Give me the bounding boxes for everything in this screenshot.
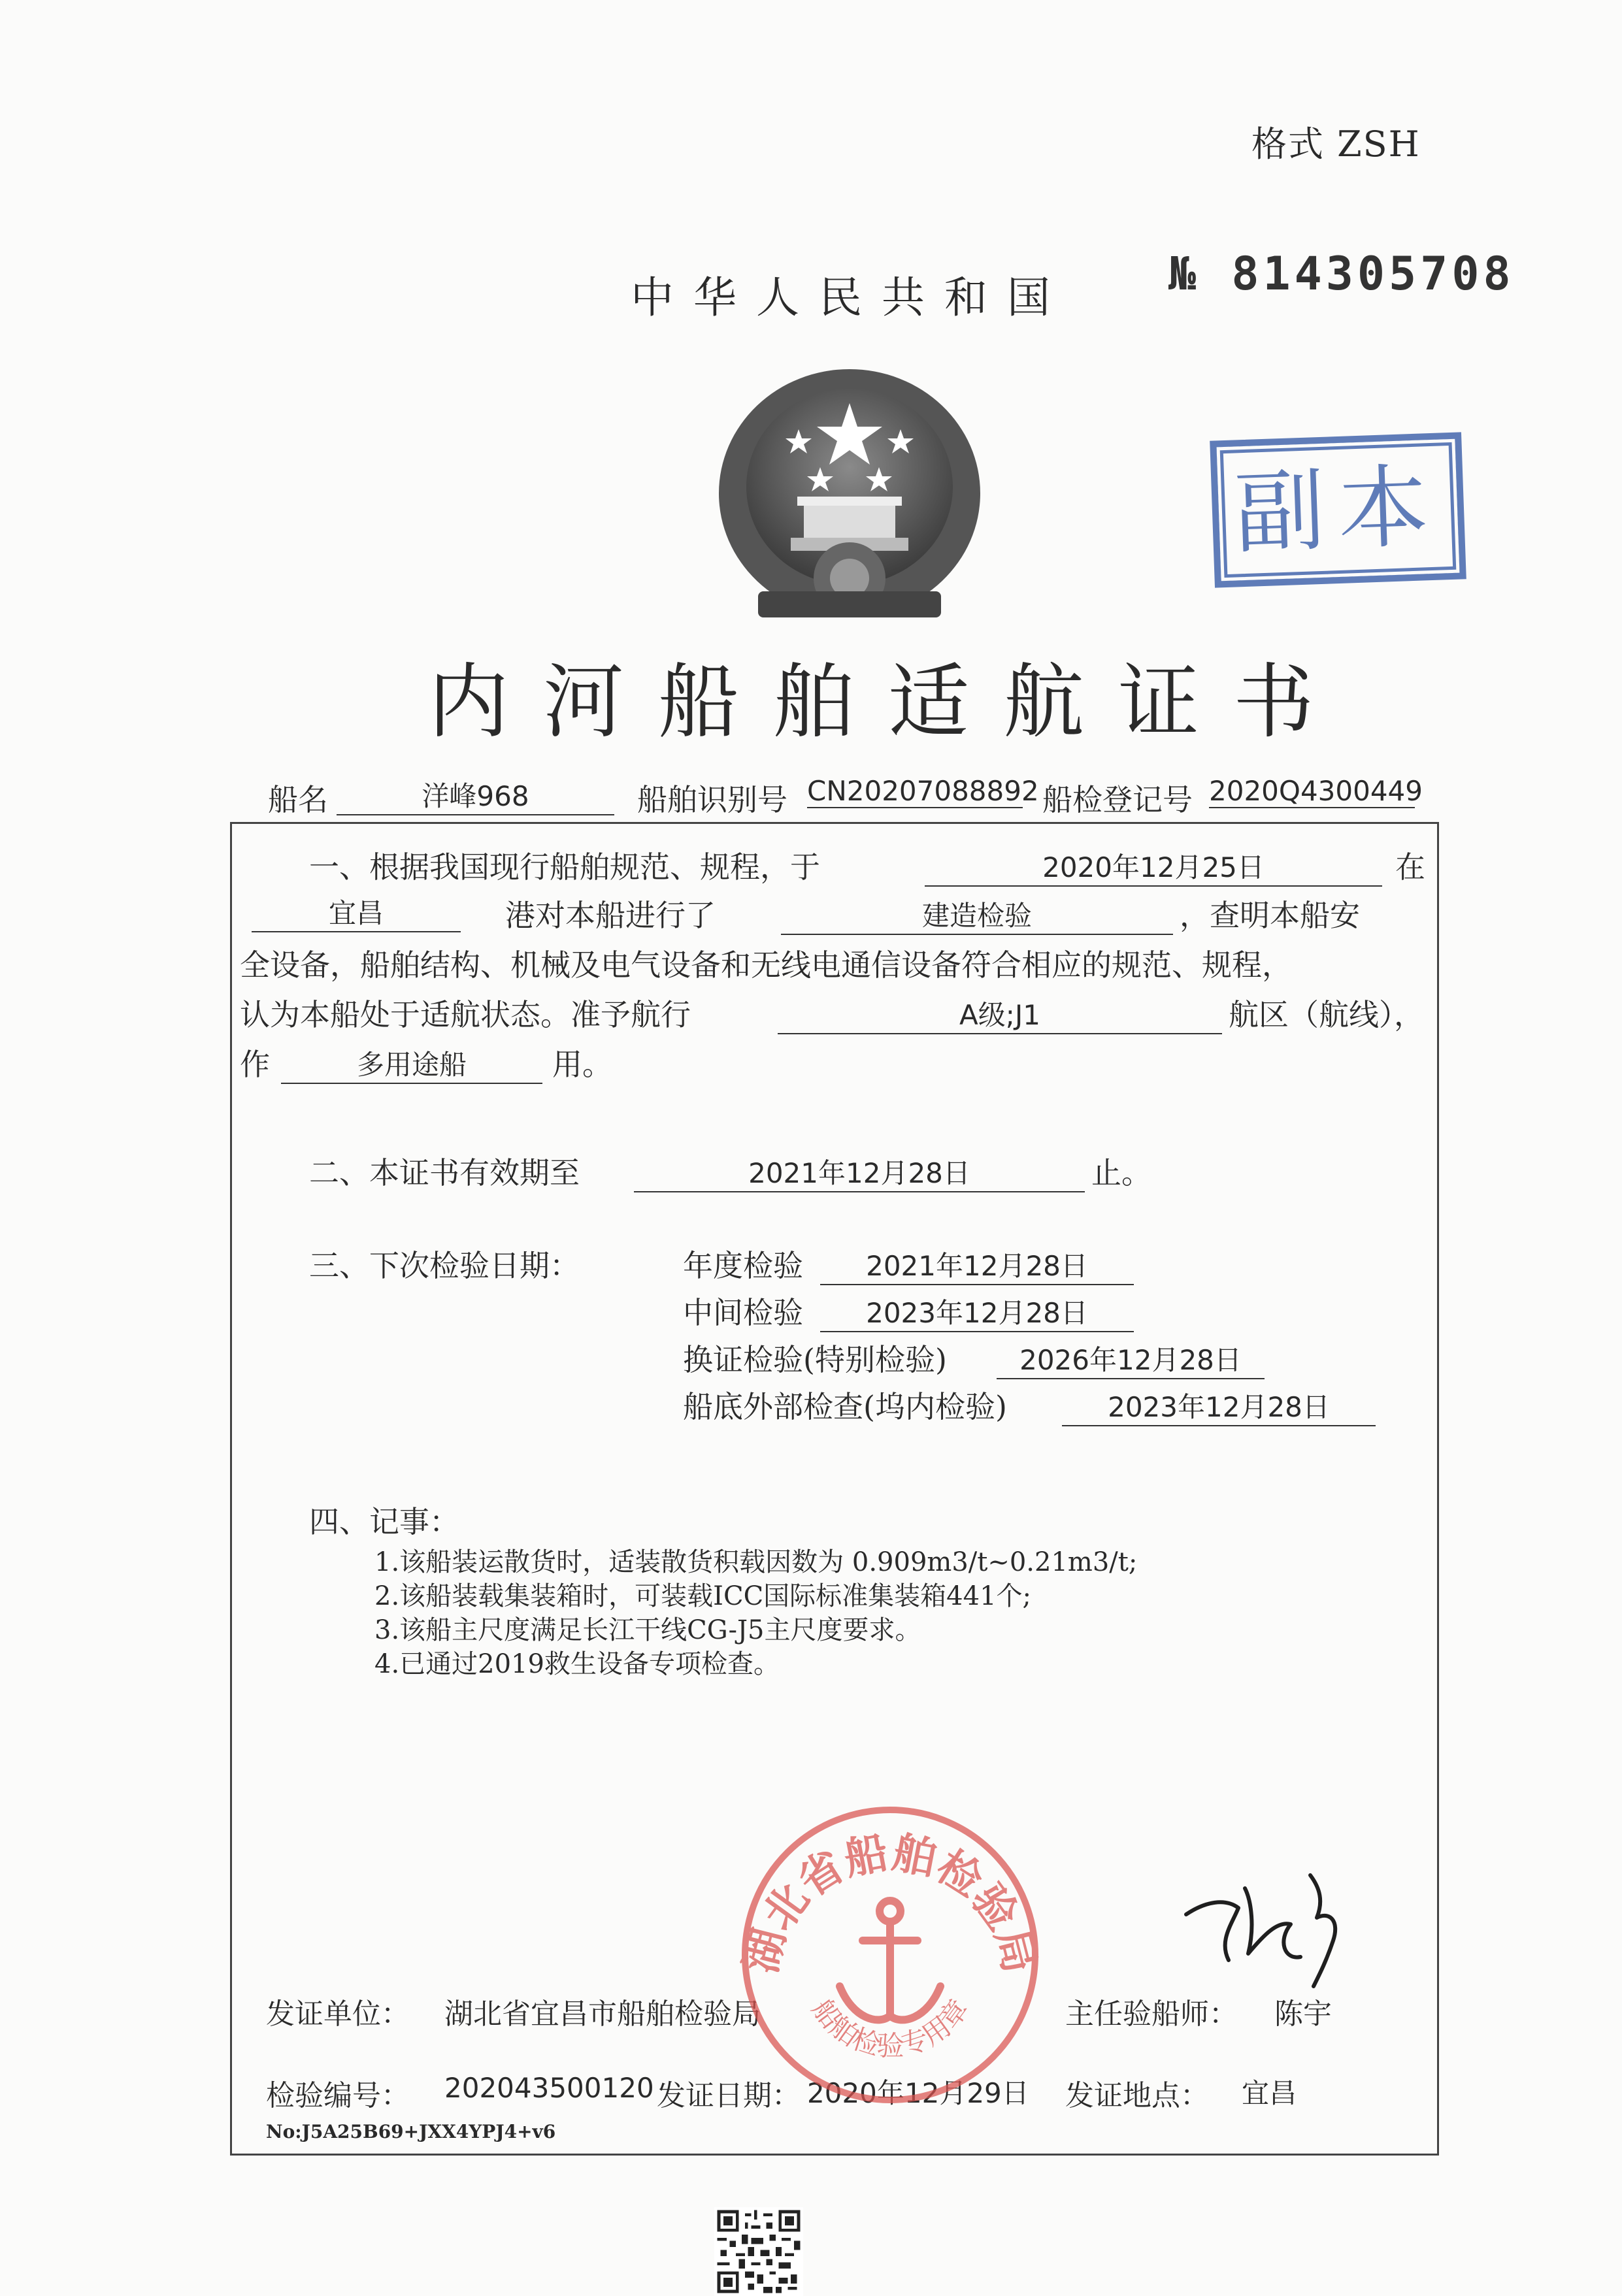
section1-at: 在 — [1395, 849, 1425, 885]
issue-date-value: 2020年12月29日 — [807, 2077, 1029, 2109]
document-title: 内河船舶适航证书 — [428, 655, 1349, 749]
ship-reg-field: 2020Q4300449 — [1209, 775, 1423, 807]
seal-bottom-text: 船舶检验专用章 — [806, 1993, 975, 2062]
anchor-icon — [840, 1901, 940, 2020]
ship-use-field: 多用途船 — [281, 1043, 542, 1084]
seal-arc-text: 湖北省船舶检验局 — [735, 1827, 1046, 1978]
copy-stamp: 副本 — [1210, 432, 1466, 587]
issue-date-label: 发证日期： — [657, 2079, 801, 2112]
intermediate-survey-date: 2023年12月28日 — [820, 1292, 1134, 1332]
use-prefix: 作 — [240, 1047, 270, 1082]
remark-2: 2.该船装载集装箱时，可装载ICC国际标准集装箱441个; — [374, 1581, 1031, 1611]
ship-id-field: CN20207088892 — [807, 775, 1039, 807]
official-seal-icon — [735, 1800, 1046, 2110]
annual-survey-label: 年度检验 — [683, 1248, 803, 1283]
surveyor-label: 主任验船师： — [1065, 1997, 1238, 2031]
renewal-survey-date: 2026年12月28日 — [997, 1339, 1265, 1379]
remark-1: 1.该船装运散货时，适装散货积载因数为 0.909m3/t~0.21m3/t; — [374, 1547, 1138, 1577]
renewal-survey-label: 换证检验(特别检验) — [683, 1342, 947, 1377]
serial-symbol: № — [1168, 247, 1200, 301]
section4-prefix: 四、记事： — [309, 1504, 459, 1539]
place-label: 发证地点： — [1065, 2079, 1209, 2112]
national-emblem-icon — [706, 363, 993, 637]
qr-code-icon — [714, 2207, 803, 2296]
navigation-area-field: A级;J1 — [778, 994, 1222, 1034]
survey-suffix: ，查明本船安 — [1180, 898, 1360, 933]
annual-survey-date: 2021年12月28日 — [820, 1245, 1134, 1285]
issuer-value: 湖北省宜昌市船舶检验局 — [444, 1997, 761, 2031]
section1-line4: 认为本船处于适航状态。准予航行 — [240, 997, 691, 1032]
document-code: No:J5A25B69+JXX4YPJ4+v6 — [266, 2121, 556, 2142]
port-suffix: 港对本船进行了 — [505, 898, 716, 933]
area-suffix: 航区（航线）， — [1229, 997, 1424, 1032]
section2-prefix: 二、本证书有效期至 — [309, 1155, 580, 1190]
section1-prefix: 一、根据我国现行船舶规范、规程，于 — [309, 849, 820, 885]
country-name: 中华人民共和国 — [631, 272, 1070, 323]
format-code: 格式 ZSH — [1251, 123, 1421, 165]
remark-3: 3.该船主尺度满足长江干线CG-J5主尺度要求。 — [374, 1615, 921, 1645]
port-field: 宜昌 — [252, 892, 461, 932]
serial-number — [1168, 247, 1515, 301]
remark-4: 4.已通过2019救生设备专项检查。 — [374, 1649, 780, 1679]
ship-name-label: 船名 — [268, 782, 328, 817]
use-suffix: 用。 — [552, 1047, 612, 1082]
signature-icon — [1180, 1862, 1349, 1993]
ship-id-label: 船舶识别号 — [637, 782, 787, 817]
survey-type-field: 建造检验 — [781, 894, 1173, 935]
survey-date-field: 2020年12月25日 — [925, 846, 1382, 887]
section2-suffix: 止。 — [1091, 1155, 1151, 1190]
ship-name-field: 洋峰968 — [337, 775, 614, 815]
survey-no-value: 202043500120 — [444, 2072, 654, 2104]
section1-line3: 全设备，船舶结构、机械及电气设备和无线电通信设备符合相应的规范、规程， — [240, 947, 1292, 983]
issuer-label: 发证单位： — [266, 1997, 410, 2031]
place-value: 宜昌 — [1242, 2077, 1297, 2109]
intermediate-survey-label: 中间检验 — [683, 1295, 803, 1330]
surveyor-value: 陈宇 — [1274, 1997, 1332, 2031]
survey-no-label: 检验编号： — [266, 2079, 410, 2112]
bottom-survey-label: 船底外部检查(坞内检验) — [683, 1389, 1007, 1424]
serial-value: 814305708 — [1231, 247, 1515, 301]
validity-date-field: 2021年12月28日 — [634, 1152, 1085, 1192]
ship-reg-label: 船检登记号 — [1042, 782, 1193, 817]
section3-prefix: 三、下次检验日期： — [309, 1248, 580, 1283]
bottom-survey-date: 2023年12月28日 — [1062, 1386, 1376, 1426]
